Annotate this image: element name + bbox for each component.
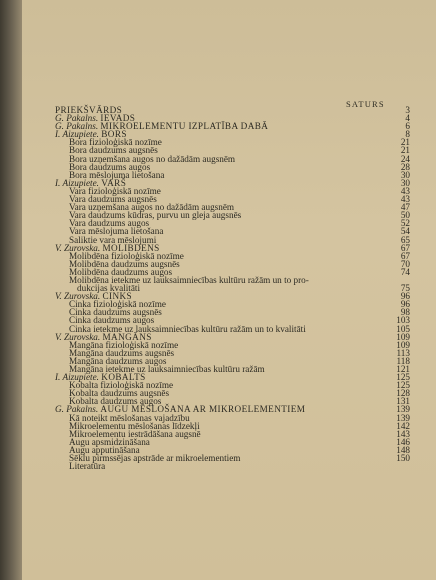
toc-title: Molibdēna daudzums augsnēs	[69, 258, 180, 269]
toc-title: dukcijas kvalitāti	[77, 283, 141, 294]
toc-title: Kobalta fizioloģiskā nozīme	[69, 380, 174, 391]
toc-title: AUGU MĒSLOŠANA AR MIKROELEMENTIEM	[100, 404, 306, 415]
toc-title: Bora uzņemšana augos no dažādām augsnēm	[69, 153, 236, 164]
toc-title: IEVADS	[100, 113, 136, 124]
toc-title: Vara daudzums augsnēs	[69, 194, 157, 205]
toc-page-number: 67	[400, 250, 410, 261]
toc-page-number: 98	[400, 307, 410, 318]
toc-page-number: 70	[400, 258, 410, 269]
toc-title: CINKS	[102, 291, 133, 302]
toc-title: Bora fizioloģiskā nozīme	[69, 137, 162, 148]
toc-page-number: 43	[400, 185, 410, 196]
toc-page-number: 65	[400, 234, 410, 245]
toc-title: Kobalta daudzums augsnēs	[69, 388, 170, 399]
toc-title: Mangāna fizioloģiskā nozīme	[69, 339, 179, 350]
toc-page-number: 6	[405, 121, 410, 132]
toc-section-row	[55, 462, 410, 470]
toc-title: Bora mēslojuma lietošana	[69, 169, 165, 180]
toc-page-number: 105	[396, 323, 410, 334]
toc-page-number: 28	[400, 161, 410, 172]
toc-page-number: 109	[396, 339, 410, 350]
toc-title: Mangāna daudzums augos	[69, 355, 167, 366]
toc-title: Literatūra	[69, 461, 106, 472]
toc-section-row	[55, 454, 410, 462]
toc-title: Molibdēna fizioloģiskā nozīme	[69, 250, 184, 261]
toc-author: I. Aizupiete.	[55, 177, 99, 188]
toc-page-number: 146	[396, 436, 410, 447]
toc-title: MOLIBDENS	[102, 242, 160, 253]
toc-title: Mikroelementu iestrādāšana augsnē	[69, 428, 201, 439]
toc-page-number: 3	[405, 105, 410, 115]
toc-author: V. Zurovska.	[55, 291, 101, 302]
toc-title: Cinka fizioloģiskā nozīme	[69, 299, 166, 310]
toc-page-number: 118	[396, 355, 410, 366]
toc-title: MIKROELEMENTU IZPLATĪBA DABĀ	[100, 121, 269, 132]
toc-author: I. Aizupiete.	[55, 129, 99, 140]
toc-author: G. Pakalns.	[55, 121, 99, 132]
toc-page-number: 30	[400, 177, 410, 188]
toc-title: Cinka daudzums augsnēs	[69, 307, 162, 318]
toc-title: VARŠ	[101, 177, 127, 188]
toc-page-number: 21	[400, 137, 410, 148]
toc-title: MANGĀNS	[102, 331, 152, 342]
toc-title: Bora daudzums augsnēs	[69, 145, 158, 156]
toc-title: Mangāna ietekme uz lauksaimniecības kultūru ražām	[69, 364, 265, 374]
toc-page-number: 148	[396, 444, 410, 455]
toc-author: V. Zurovska.	[55, 331, 101, 342]
toc-title: Molibdēna ietekme uz lauksaimniecības kultūru ražām un to pro-	[69, 274, 309, 285]
table-of-contents	[55, 106, 410, 470]
toc-page-number: 96	[400, 291, 410, 302]
toc-page-number: 74	[400, 266, 410, 277]
toc-page-number: 75	[400, 283, 410, 294]
toc-title: Vara daudzums kūdras, purvu un gleja augsnēs	[69, 210, 242, 221]
toc-title: Sēklu pirmssējas apstrāde ar mikroelementiem	[69, 453, 241, 464]
toc-title: KOBALTS	[101, 372, 146, 383]
toc-title: Vara mēslojuma lietošana	[69, 226, 164, 237]
toc-title: Molibdēna daudzums augos	[69, 266, 173, 277]
toc-page-number: 125	[396, 380, 410, 391]
toc-title: Augu apputināšana	[69, 444, 140, 455]
toc-page-number: 109	[396, 331, 410, 342]
toc-page-number: 43	[400, 194, 410, 205]
toc-title: BORS	[101, 129, 127, 140]
toc-title: PRIEKŠVĀRDS	[55, 105, 123, 115]
toc-page-number: 67	[400, 242, 410, 253]
toc-page-number: 50	[400, 210, 410, 221]
toc-title: Mangāna daudzums augsnēs	[69, 347, 175, 358]
toc-title: Cinka daudzums augos	[69, 315, 155, 326]
toc-title: Vara fizioloģiskā nozīme	[69, 185, 161, 196]
toc-page-number: 47	[400, 202, 410, 213]
toc-page-number: 24	[400, 153, 410, 164]
toc-page-number: 8	[405, 129, 410, 140]
toc-page-number: 21	[400, 145, 410, 156]
toc-author: I. Aizupiete.	[55, 372, 99, 383]
page-heading: SATURS	[346, 99, 385, 109]
toc-title: Cinka ietekme uz lauksaimniecības kultūru ražām un to kvalitāti	[69, 323, 306, 334]
toc-title: Kā noteikt mēslošanas vajadzību	[69, 412, 190, 423]
toc-title: Saliktie vara mēslojumi	[69, 234, 157, 245]
toc-page-number: 142	[396, 420, 410, 431]
toc-page-number: 54	[400, 226, 410, 237]
toc-author: V. Zurovska.	[55, 242, 101, 253]
toc-title: Kobalta daudzums augos	[69, 396, 162, 407]
toc-page-number: 139	[396, 404, 410, 415]
toc-page-number: 113	[396, 347, 410, 358]
book-page	[22, 0, 436, 580]
toc-author: G. Pakalns.	[55, 113, 99, 124]
toc-page-number: 103	[396, 315, 410, 326]
toc-page-number: 4	[405, 113, 410, 124]
toc-page-number: 128	[396, 388, 410, 399]
toc-page-number: 139	[396, 412, 410, 423]
toc-page-number: 52	[400, 218, 410, 229]
toc-title: Vara uzņemšana augos no dažādām augsnēm	[69, 202, 235, 213]
toc-title: Mikroelementu mēslošanas līdzekļi	[69, 420, 200, 431]
toc-title: Vara daudzums augos	[69, 218, 150, 229]
toc-page-number: 131	[396, 396, 410, 407]
toc-page-number: 30	[400, 169, 410, 180]
toc-page-number: 96	[400, 299, 410, 310]
toc-page-number: 143	[396, 428, 410, 439]
toc-page-number: 150	[396, 453, 410, 464]
toc-author: G. Pakalns.	[55, 404, 99, 415]
toc-page-number: 125	[396, 372, 410, 383]
toc-title: Augu apsmidzināšana	[69, 436, 150, 447]
toc-title: Bora daudzums augos	[69, 161, 151, 172]
toc-page-number: 121	[396, 364, 410, 374]
toc-entry-text	[69, 462, 105, 470]
